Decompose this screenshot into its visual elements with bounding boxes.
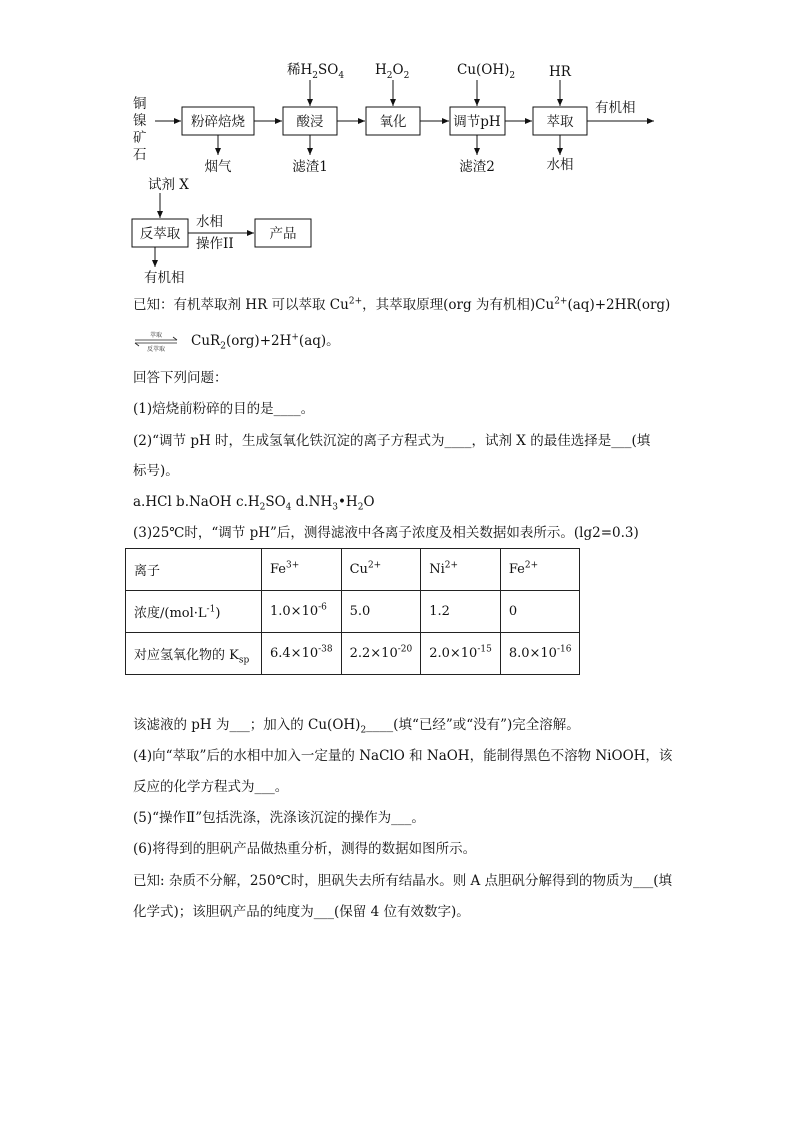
box-product-label: 产品: [269, 226, 297, 242]
question-6-known-line-2: 化学式)；该胆矾产品的纯度为___(保留 4 位有效数字)。: [133, 904, 470, 920]
question-4-line-2: 反应的化学方程式为___。: [133, 779, 289, 795]
answer-prompt: 回答下列问题：: [133, 370, 228, 386]
box-acid-label: 酸浸: [296, 114, 324, 130]
input-h2o2: $H_2O_2$: [375, 62, 410, 81]
table-cell: $8.0\times 10^{-16}$: [500, 633, 580, 675]
box-crush-label: 粉碎焙烧: [191, 114, 245, 130]
table-row: [126, 591, 580, 633]
equilibrium-product-line: CuR$_2$(org)+2H+(aq)。: [191, 332, 340, 352]
input-cuoh2: $Cu(OH)_2$: [457, 62, 516, 81]
table-cell: 5.0: [341, 591, 421, 633]
box-back-extract-label: 反萃取: [139, 226, 181, 242]
question-6-known-line-1: 已知: 杂质不分解，250℃时，胆矾失去所有结晶水。则 A 点胆矾分解得到的物质为___(填: [133, 873, 673, 889]
question-3-followup: 该滤液的 pH 为___；加入的 $Cu(OH)_2\_\_\_\_$(填“已经”或“没有”)完全溶解。: [133, 717, 580, 736]
output-residue2: 滤渣2: [459, 159, 495, 175]
question-3: (3)25℃时，“调节 pH”后，测得滤液中各离子浓度及相关数据如表所示。(lg2=0.3): [133, 525, 639, 541]
output-smoke: 烟气: [204, 159, 232, 175]
question-2-options: a.HCl b.NaOH $c.H_2SO_4$ $d.NH_3•H_2O$: [133, 494, 375, 513]
ion-data-table: [125, 548, 580, 675]
operation-2-label: 操作II: [196, 236, 234, 252]
output-water-phase: 水相: [546, 157, 574, 173]
process-flow-diagram: [0, 0, 794, 290]
output-water-phase-2: 水相: [196, 214, 223, 230]
box-extract-label: 萃取: [546, 114, 574, 130]
question-6: (6)将得到的胆矾产品做热重分析，测得的数据如图所示。: [133, 841, 477, 857]
table-cell: $2.0\times 10^{-15}$: [421, 633, 501, 675]
equilibrium-bottom-label: 反萃取: [146, 346, 166, 352]
table-row: [126, 633, 580, 675]
table-cell: 1.2: [421, 591, 501, 633]
table-cell: 浓度$/(mol\cdot L^{-1})$: [126, 591, 262, 633]
box-oxidize-label: 氧化: [379, 114, 407, 130]
ore-label-2: 镍: [133, 113, 147, 129]
question-4-line-1: (4)向“萃取”后的水相中加入一定量的 NaClO 和 NaOH，能制得黑色不溶物 NiOOH，该: [133, 748, 673, 764]
table-row: [126, 549, 580, 591]
ore-label-3: 矿: [133, 130, 147, 146]
table-header-cell: 离子: [126, 549, 262, 591]
table-header-cell: $Cu^{2+}$: [341, 549, 421, 591]
question-5: (5)“操作Ⅱ”包括洗涤，洗涤该沉淀的操作为___。: [133, 810, 425, 826]
output-organic-phase-2: 有机相: [144, 270, 185, 286]
input-acid: 稀$H_2SO_4$: [287, 62, 345, 81]
table-cell: 对应氢氧化物的 $K_{sp}$: [126, 633, 262, 675]
question-1: (1)焙烧前粉碎的目的是____。: [133, 401, 315, 417]
known-info-line: 已知：有机萃取剂 HR 可以萃取 $Cu^{2+}$，其萃取原理(org 为有机相)$Cu^{2+}(aq)+2HR(org)$: [133, 296, 671, 313]
table-cell: $2.2\times 10^{-20}$: [341, 633, 421, 675]
output-residue1: 滤渣1: [292, 159, 328, 175]
ore-label-1: 铜: [133, 96, 147, 112]
table-header-cell: $Fe^{2+}$: [500, 549, 580, 591]
box-adjust-label: 调节pH: [453, 114, 501, 130]
equilibrium-top-label: 萃取: [149, 332, 163, 339]
table-cell: $6.4\times 10^{-38}$: [262, 633, 342, 675]
equilibrium-arrow: [133, 330, 183, 352]
input-reagent-x: 试剂 X: [148, 177, 189, 193]
question-2-line-2: 标号)。: [133, 463, 179, 479]
table-header-cell: $Fe^{3+}$: [262, 549, 342, 591]
input-hr: HR: [549, 64, 571, 80]
ore-label-4: 石: [133, 147, 147, 163]
output-organic-phase: 有机相: [595, 100, 636, 116]
table-cell: $1.0\times 10^{-6}$: [262, 591, 342, 633]
table-header-cell: $Ni^{2+}$: [421, 549, 501, 591]
question-2-line-1: (2)“调节 pH 时，生成氢氧化铁沉淀的离子方程式为____，试剂 X 的最佳选择是___(填: [133, 433, 651, 449]
table-cell: 0: [500, 591, 580, 633]
